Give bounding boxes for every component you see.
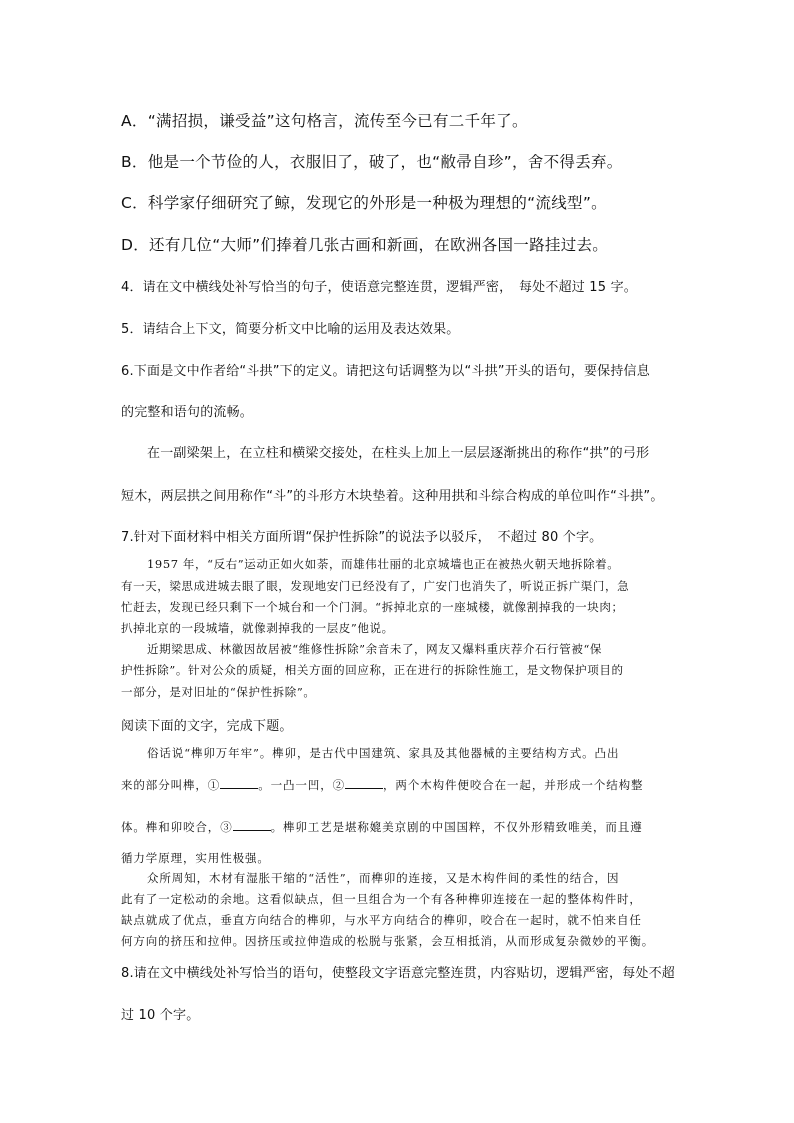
- option-b: B．他是一个节俭的人，衣服旧了，破了，也“敝帚自珍”，舍不得丢弃。: [121, 153, 623, 171]
- option-a: A．“满招损，谦受益”这句格言，流传至今已有二千年了。: [121, 112, 528, 130]
- reading-p2-line1: 众所周知，木材有湿胀干缩的“活性”，而榫卯的连接，又是木构件间的柔性的结合，因: [147, 871, 620, 885]
- material-line-5: 近期梁思成、林徽因故居被“维修性拆除”余音未了，网友又爆料重庆荐介石行管被“保: [147, 642, 603, 656]
- reading-p2-line2: 此有了一定松动的余地。这看似缺点，但一旦组合为一个有各种榫卯连接在一起的整体构件时，: [121, 892, 642, 906]
- material-line-1: 1957 年，“反右”运动正如火如荼，而雄伟壮丽的北京城墙也正在被热火朝天地拆除着。: [147, 557, 620, 571]
- answer-blank-3[interactable]: [233, 819, 271, 831]
- reading-text: 。一凸一凹，②: [258, 778, 346, 792]
- answer-blank-1[interactable]: [220, 777, 258, 789]
- answer-blank-2[interactable]: [345, 777, 383, 789]
- reading-p2-line4: 何方向的挤压和拉伸。因挤压或拉伸造成的松脱与张紧，会互相抵消，从而形成复杂微妙的平衡。: [121, 934, 655, 948]
- question-6-quote-line2: 短木，两层拱之间用称作“斗”的斗形方木块垫着。这种用拱和斗综合构成的单位叫作“斗拱”。: [121, 489, 664, 504]
- reading-text: 体。榫和卯咬合，③: [121, 820, 233, 834]
- reading-text: ，两个木构件便咬合在一起，并形成一个结构整: [383, 778, 644, 792]
- reading-heading: 阅读下面的文字，完成下题。: [121, 719, 293, 734]
- reading-p2-line3: 缺点就成了优点，垂直方向结合的榫卯，与水平方向结合的榫卯，咬合在一起时，就不怕来自任: [121, 913, 642, 927]
- material-line-4: 扒掉北京的一段城墙，就像剥掉我的一层皮”他说。: [121, 621, 394, 635]
- question-7-prompt: 7.针对下面材料中相关方面所谓“保护性拆除”的说法予以驳斥， 不超过 80 个字。: [121, 530, 603, 545]
- material-line-6: 护性拆除”。针对公众的质疑，相关方面的回应称，正在进行的拆除性施工，是文物保护项目的: [121, 663, 624, 677]
- question-6-quote-line1: 在一副梁架上，在立柱和横梁交接处，在柱头上加上一层层逐渐挑出的称作“拱”的弓形: [147, 446, 650, 461]
- option-c: C．科学家仔细研究了鲸，发现它的外形是一种极为理想的“流线型”。: [121, 194, 607, 212]
- reading-p1-line1: 俗话说“榫卯万年牢”。榫卯，是古代中国建筑、家具及其他器械的主要结构方式。凸出: [147, 746, 620, 760]
- reading-text: 来的部分叫榫，①: [121, 778, 221, 792]
- reading-p1-line3: [121, 819, 643, 835]
- question-6-line2: 的完整和语句的流畅。: [121, 405, 254, 420]
- question-8-line1: 8.请在文中横线处补写恰当的语句，使整段文字语意完整连贯，内容贴切，逻辑严密，每处不超: [121, 966, 676, 981]
- reading-text: 。榫卯工艺是堪称媲美京剧的中国国粹，不仅外形精致唯美，而且遵: [270, 820, 643, 834]
- material-line-3: 忙赶去，发现已经只剩下一个城台和一个门洞。“拆掉北京的一座城楼，就像割掉我的一块肉；: [121, 600, 624, 614]
- reading-p1-line2: [121, 777, 643, 793]
- question-8-line2: 过 10 个字。: [121, 1008, 200, 1023]
- material-line-7: 一部分，是对旧址的“保护性拆除”。: [121, 685, 316, 699]
- option-d: D．还有几位“大师”们捧着几张古画和新画，在欧洲各国一路挂过去。: [121, 236, 609, 254]
- material-line-2: 有一天，梁思成进城去眼了眼，发现地安门已经没有了，广安门也消失了，听说正拆广渠门，急: [121, 579, 630, 593]
- question-5: 5．请结合上下文，简要分析文中比喻的运用及表达效果。: [121, 322, 460, 337]
- question-4: 4．请在文中横线处补写恰当的句子，使语意完整连贯，逻辑严密， 每处不超过 15 字。: [121, 280, 637, 295]
- reading-p1-line4: 循力学原理，实用性极强。: [121, 851, 270, 865]
- question-6-line1: 6.下面是文中作者给“斗拱”下的定义。请把这句话调整为以“斗拱”开头的语句，要保持信息: [121, 364, 650, 379]
